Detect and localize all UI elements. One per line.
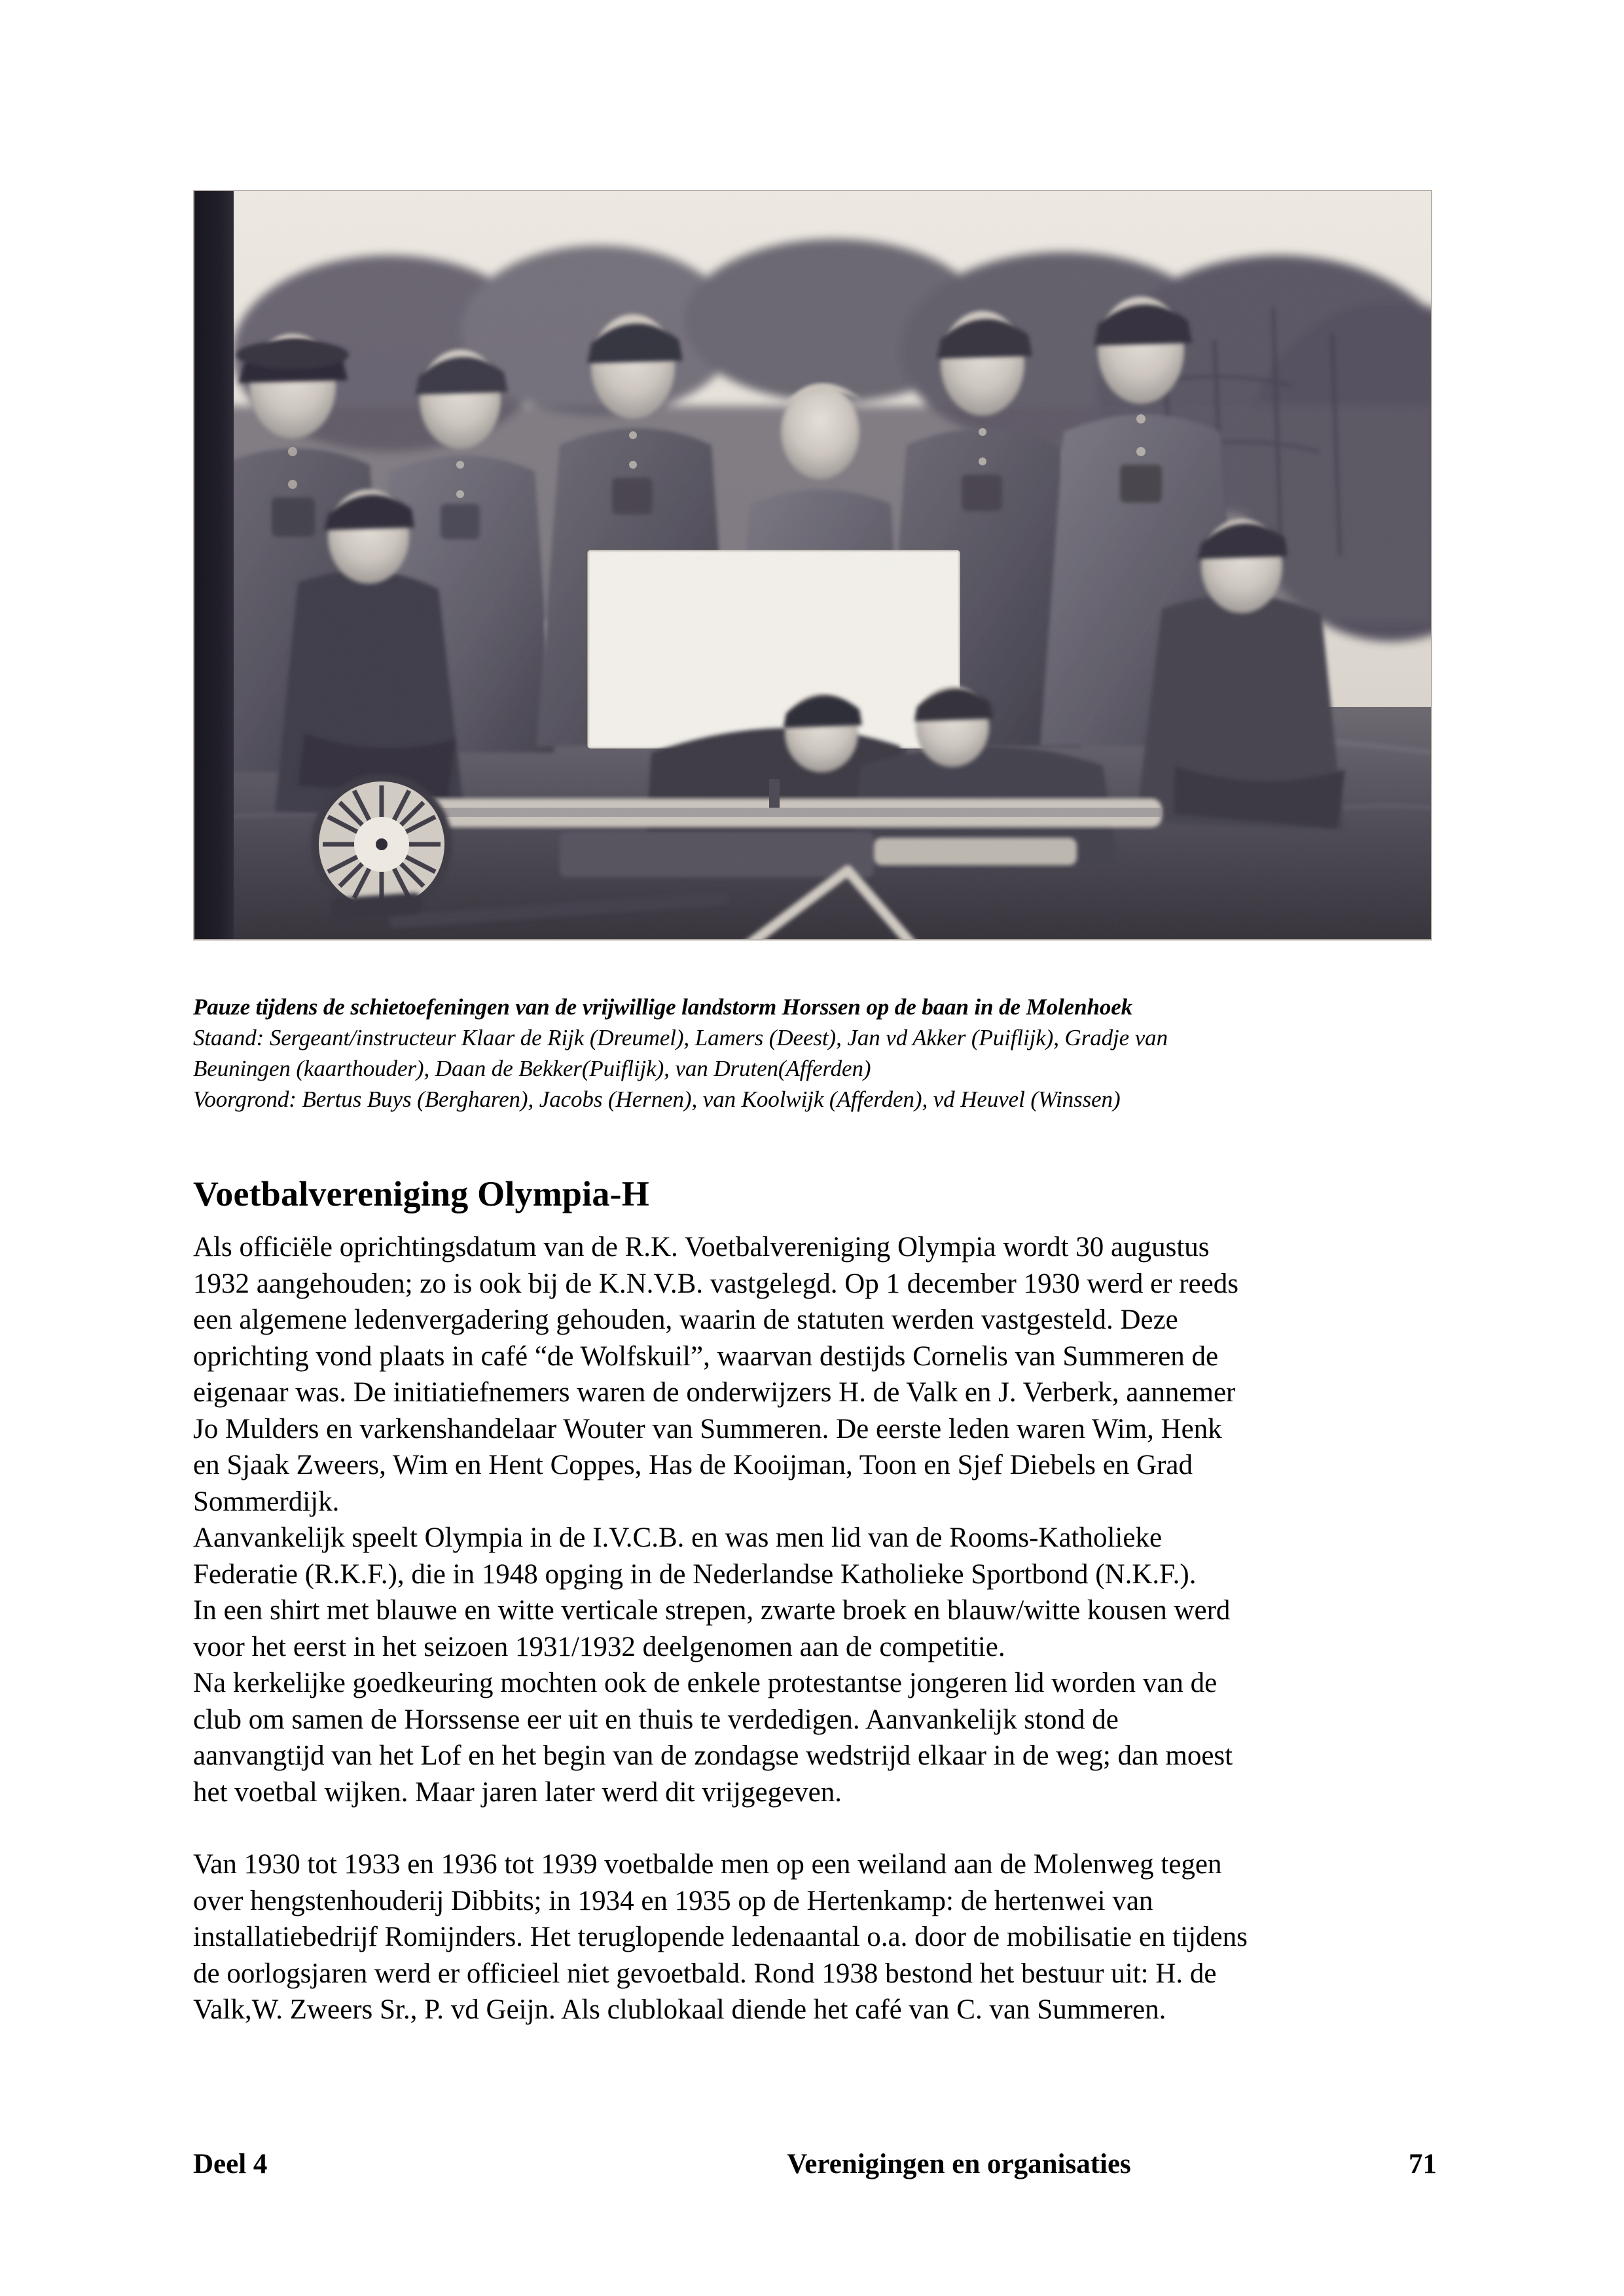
paragraph-spacer: [193, 1810, 1437, 1846]
body-line: over hengstenhouderij Dibbits; in 1934 en 1935 op de Hertenkamp: de hertenwei van: [193, 1885, 1153, 1916]
historic-photograph: [193, 190, 1432, 941]
body-line: Jo Mulders en varkenshandelaar Wouter van Summeren. De eerste leden waren Wim, Henk: [193, 1413, 1222, 1444]
body-line: Na kerkelijke goedkeuring mochten ook de enkele protestantse jongeren lid worden van de: [193, 1668, 1218, 1698]
page-title: Voetbalvereniging Olympia-H: [193, 1174, 649, 1214]
body-line: 1932 aangehouden; zo is ook bij de K.N.V.B. vastgelegd. Op 1 december 1930 werd er reeds: [193, 1268, 1238, 1299]
page-footer: [193, 2148, 1437, 2180]
body-line: Federatie (R.K.F.), die in 1948 opging in de Nederlandse Katholieke Sportbond (N.K.F.).: [193, 1558, 1197, 1590]
body-line: voor het eerst in het seizoen 1931/1932 deelgenomen aan de competitie.: [193, 1631, 1005, 1662]
body-line: club om samen de Horssense eer uit en thuis te verdedigen. Aanvankelijk stond de: [193, 1704, 1119, 1735]
article-body: [193, 1229, 1437, 2028]
body-line: Aanvankelijk speelt Olympia in de I.V.C.B. en was men lid van de Rooms-Katholieke: [193, 1522, 1163, 1553]
body-line: installatiebedrijf Romijnders. Het teruglopende ledenaantal o.a. door de mobilisatie en tijdens: [193, 1922, 1248, 1952]
body-line: eigenaar was. De initiatiefnemers waren de onderwijzers H. de Valk en J. Verberk, aannemer: [193, 1377, 1236, 1408]
paragraph-2: [193, 1846, 1437, 2028]
caption-line-standing: Staand: Sergeant/instructeur Klaar de Rijk (Dreumel), Lamers (Deest), Jan vd Akker (Puiflijk), Gradje van: [193, 1025, 1168, 1050]
body-line: oprichting vond plaats in café “de Wolfskuil”, waarvan destijds Cornelis van Summeren de: [193, 1340, 1219, 1372]
body-line: een algemene ledenvergadering gehouden, waarin de statuten werden vastgesteld. Deze: [193, 1304, 1178, 1335]
caption-line-title: Pauze tijdens de schietoefeningen van de vrijwillige landstorm Horssen op de baan in de Molenhoek: [193, 994, 1133, 1020]
photograph-image: [193, 190, 1432, 941]
body-line: en Sjaak Zweers, Wim en Hent Coppes, Has de Kooijman, Toon en Sjef Diebels en Grad: [193, 1450, 1193, 1480]
paragraph-1: [193, 1229, 1437, 1810]
photo-caption: [193, 992, 1437, 1115]
body-line: de oorlogsjaren werd er officieel niet gevoetbald. Rond 1938 bestond het bestuur uit: H. de: [193, 1958, 1217, 1989]
caption-line-standing-cont: Beuningen (kaarthouder), Daan de Bekker(Puiflijk), van Druten(Afferden): [193, 1056, 871, 1081]
body-line: het voetbal wijken. Maar jaren later werd dit vrijgegeven.: [193, 1776, 842, 1808]
body-line: Valk,W. Zweers Sr., P. vd Geijn. Als clublokaal diende het café van C. van Summeren.: [193, 1994, 1166, 2025]
footer-page-number: 71: [1409, 2149, 1437, 2179]
body-line: Als officiële oprichtingsdatum van de R.K. Voetbalvereniging Olympia wordt 30 augustus: [193, 1232, 1210, 1263]
body-line: Sommerdijk.: [193, 1486, 340, 1517]
caption-line-foreground: Voorgrond: Bertus Buys (Bergharen), Jacobs (Hernen), van Koolwijk (Afferden), vd Heuvel (Winssen): [193, 1086, 1121, 1112]
footer-section-label: Verenigingen en organisaties: [787, 2149, 1131, 2179]
footer-part-label: Deel 4: [193, 2149, 268, 2179]
body-line: Van 1930 tot 1933 en 1936 tot 1939 voetbalde men op een weiland aan de Molenweg tegen: [193, 1849, 1222, 1880]
body-line: In een shirt met blauwe en witte verticale strepen, zwarte broek en blauw/witte kousen werd: [193, 1595, 1231, 1626]
body-line: aanvangtijd van het Lof en het begin van de zondagse wedstrijd elkaar in de weg; dan moest: [193, 1740, 1233, 1771]
